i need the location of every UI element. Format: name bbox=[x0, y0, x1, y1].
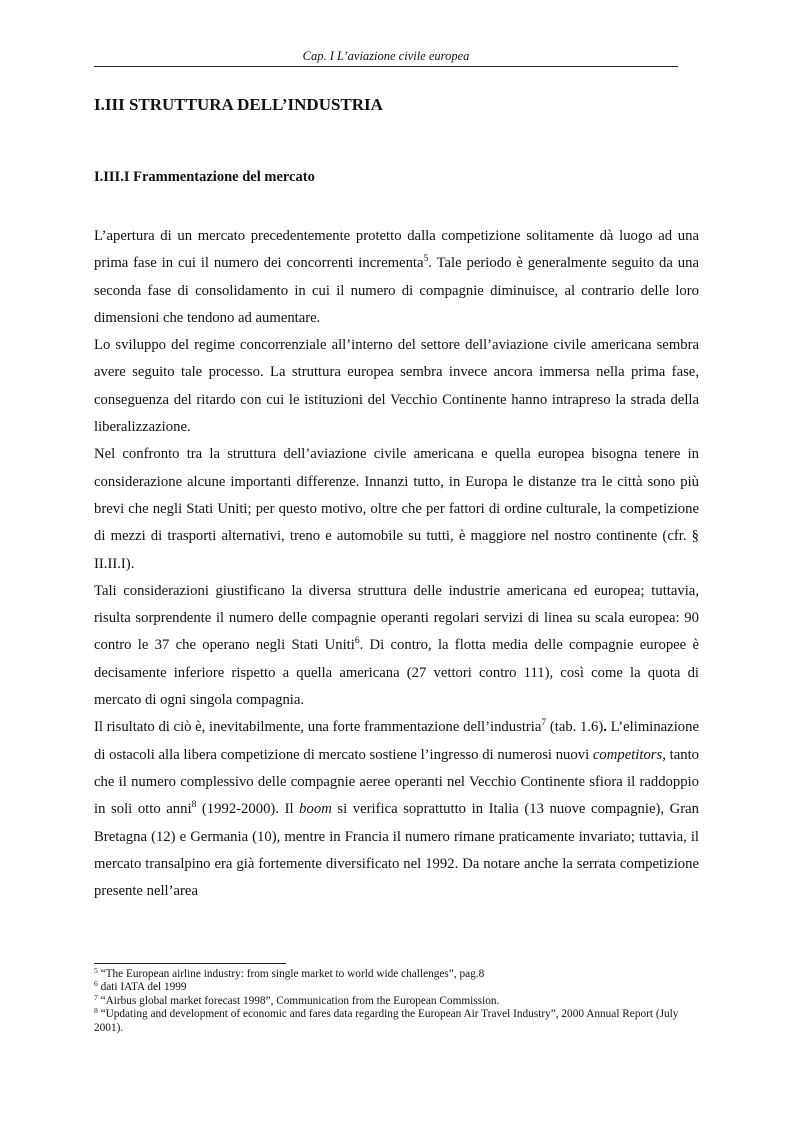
footnote-text: “The European airline industry: from single market to world wide challenges”, pag.8 bbox=[97, 968, 485, 980]
text-run: . Di contro, la flotta media delle compagnie europee è decisamente inferiore rispetto a quella americana (27 vettori contro 111), così come la quota di mercato di ogni singola compagnia. bbox=[94, 637, 699, 709]
footnote-text: dati IATA del 1999 bbox=[97, 981, 187, 994]
emphasis-boom: boom bbox=[299, 801, 332, 818]
footnote-ref-8[interactable]: 8 bbox=[191, 800, 197, 811]
section-title: I.III.I Frammentazione del mercato bbox=[94, 169, 315, 185]
footnote-ref-7[interactable]: 7 bbox=[541, 718, 547, 729]
text-run: (1992-2000). Il bbox=[196, 801, 300, 818]
footnotes bbox=[94, 968, 694, 1035]
text-run: . Tale periodo è generalmente seguito da una seconda fase di consolidamento in cui il numero di compagnie diminuisce, al contrario delle loro dimensioni che tendono ad aumentare. bbox=[94, 255, 699, 326]
footnote-number: 8 bbox=[94, 1006, 98, 1016]
footnote-ref-5[interactable]: 5 bbox=[423, 254, 429, 265]
footnote-number: 7 bbox=[94, 992, 98, 1002]
text-run: si verifica soprattutto in Italia (13 nuove compagnie), Gran Bretagna (12) e Germania (10), mentre in Francia il numero rimane praticamente invariato; tuttavia, il mercato transalpino era già fortemente diversificato nel 1992. Da notare anche la serrata competizione presente nell’area bbox=[94, 801, 699, 900]
body-text bbox=[94, 223, 699, 905]
header-divider bbox=[94, 66, 678, 67]
footnote-number: 6 bbox=[94, 979, 98, 989]
footnote-divider bbox=[94, 963, 286, 964]
emphasis-competitors: competitors, bbox=[592, 746, 666, 763]
paragraph-1 bbox=[94, 223, 699, 332]
running-header: Cap. I L’aviazione civile europea bbox=[302, 49, 470, 63]
text-run: Tali considerazioni giustificano la diversa struttura delle industrie americana ed europea; tuttavia, risulta sorprendente il numero delle compagnie operanti regolari servizi di linea su scala europea: 90 contro le 37 che operano negli Stati Uniti bbox=[94, 582, 699, 654]
footnote-5 bbox=[94, 968, 694, 981]
text-run: (tab. 1.6) bbox=[546, 719, 604, 736]
text-run: Il risultato di ciò è, inevitabilmente, una forte frammentazione dell’industria bbox=[94, 719, 542, 736]
footnote-6 bbox=[94, 981, 694, 994]
paragraph-4 bbox=[94, 578, 699, 714]
footnote-8 bbox=[94, 1008, 694, 1035]
chapter-title: I.III STRUTTURA DELL’INDUSTRIA bbox=[94, 95, 383, 114]
footnote-7 bbox=[94, 992, 694, 1008]
text-run: L’apertura di un mercato precedentemente protetto dalla competizione solitamente dà luogo ad una prima fase in cui il numero dei concorrenti incrementa bbox=[94, 228, 699, 272]
text-run: L’eliminazione di ostacoli alla libera competizione di mercato sostiene l’ingresso di numerosi nuovi bbox=[94, 719, 699, 763]
paragraph-2: Lo sviluppo del regime concorrenziale all’interno del settore dell’aviazione civile americana sembra avere seguito tale processo. La struttura europea sembra invece ancora immersa nella prima fase, conseguenza del ritardo con cui le istituzioni del Vecchio Continente hanno intrapreso la strada della liberalizzazione. bbox=[94, 337, 699, 436]
footnote-ref-6[interactable]: 6 bbox=[354, 636, 360, 647]
paragraph-3: Nel confronto tra la struttura dell’aviazione civile americana e quella europea bisogna tenere in considerazione alcune importanti differenze. Innanzi tutto, in Europa le distanze tra le città sono più brevi che negli Stati Uniti; per questo motivo, oltre che per fattori di ordine culturale, la competizione di mezzi di trasporti alternativi, treno e automobile su tutti, è maggiore nel nostro continente (cfr. § II.II.I). bbox=[94, 446, 699, 572]
footnote-number: 5 bbox=[94, 966, 98, 975]
text-run: tanto che il numero complessivo delle compagnie aeree operanti nel Vecchio Continente sfiora il raddoppio in soli otto anni bbox=[94, 746, 699, 818]
footnote-text: “Airbus global market forecast 1998”, Communication from the European Commission. bbox=[97, 994, 500, 1007]
bold-period: . bbox=[603, 719, 607, 736]
footnote-text: “Updating and development of economic and fares data regarding the European Air Travel Industry”, 2000 Annual Report (July 2001). bbox=[94, 1008, 679, 1034]
paragraph-5 bbox=[94, 714, 699, 905]
